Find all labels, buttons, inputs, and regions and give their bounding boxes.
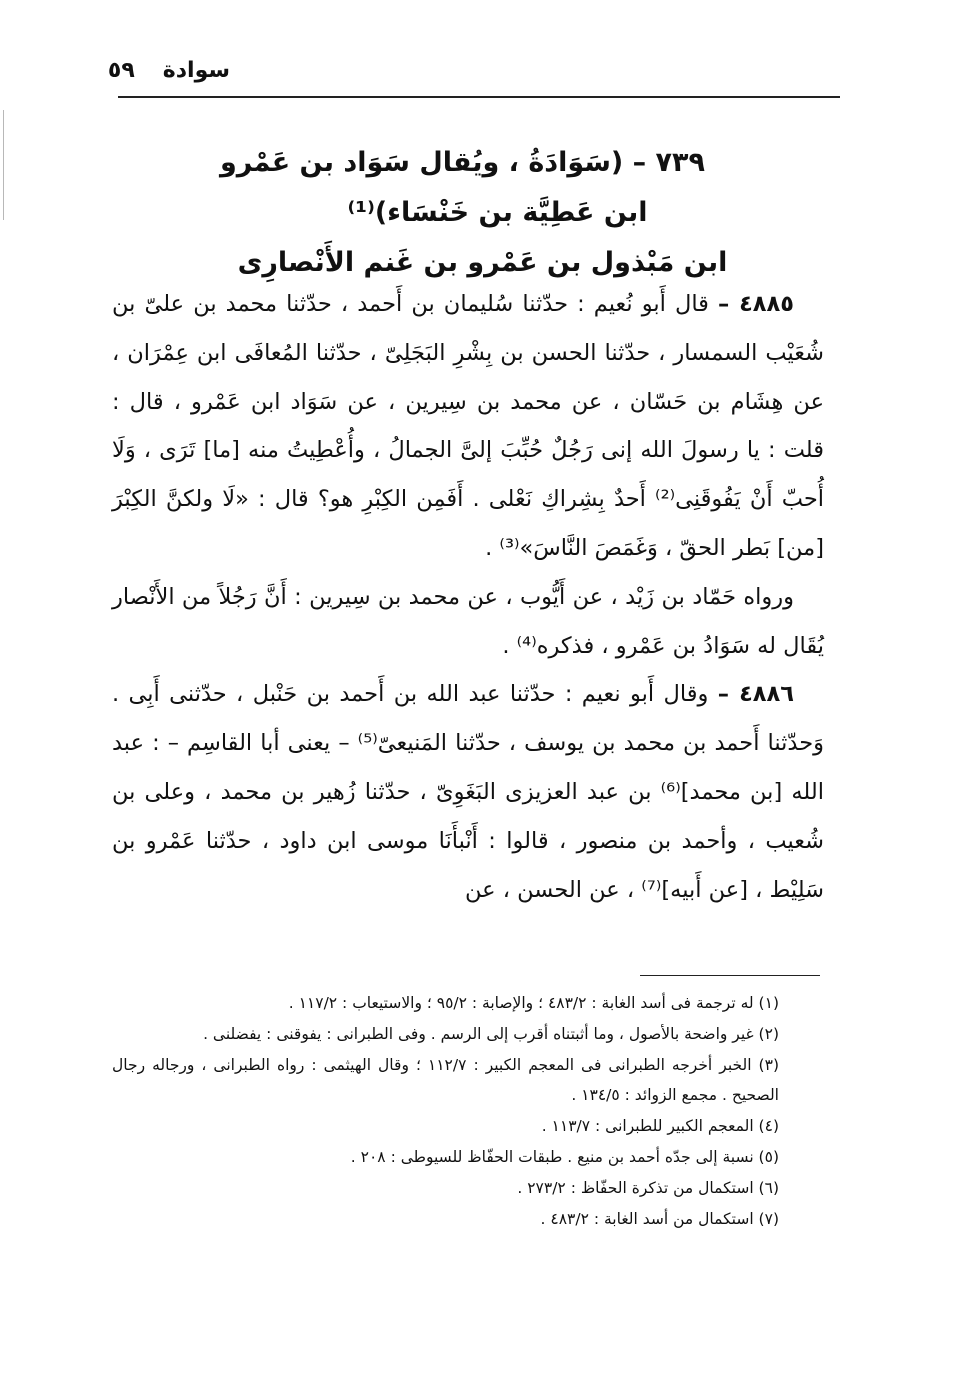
hadith-number: ٤٨٨٥ – bbox=[718, 291, 794, 317]
scan-edge-mark bbox=[3, 110, 4, 220]
hadith-paragraph bbox=[112, 280, 824, 573]
entry-heading-line-2: ابن عَطِيَّة بن خَنْسَاء)⁽¹⁾ bbox=[347, 197, 648, 228]
hadith-continuation-paragraph bbox=[112, 573, 824, 671]
footnote: (٥) نسبة إلى جدّه أحمد بن منيع . طبقات الحفّاظ للسيوطى : ٢٠٨ . bbox=[350, 1147, 779, 1166]
footnotes bbox=[112, 988, 824, 1234]
page-number: ٥٩ bbox=[107, 58, 135, 83]
entry-heading-line-3: ابن مَبْذول بن عَمْرو بن غَنم الأَنْصارِى bbox=[237, 247, 728, 278]
footnote: (٦) استكمال من تذكرة الحفّاظ : ٢٧٣/٢ . bbox=[517, 1178, 779, 1197]
footnote-separator bbox=[640, 975, 820, 976]
hadith-number: ٤٨٨٦ – bbox=[717, 681, 794, 708]
entry-heading bbox=[110, 138, 845, 288]
main-text bbox=[112, 280, 824, 914]
hadith-paragraph bbox=[112, 670, 824, 914]
footnote: (٣) الخبر أخرجه الطبرانى فى المعجم الكبير : ١١٢/٧ ؛ وقال الهيثمى : رواه الطبرانى ، ورجاله رجال الصحيح . مجمع الزوائد : ١٣٤/٥ . bbox=[112, 1055, 779, 1105]
header-rule bbox=[118, 96, 840, 98]
entry-heading-line-1: ٧٣٩ – (سَوَادَةُ ، ويُقال سَوَاد بن عَمْرو bbox=[220, 147, 705, 178]
footnote: (٢) غير واضحة بالأصول ، وما أثبتناه أقرب إلى الرسم . وفى الطبرانى : يفوقنى : يفضلنى . bbox=[203, 1024, 779, 1043]
hadith-text: قال أَبو نُعيم : حدّثنا سُليمان بن أَحمد ، حدّثنا محمد بن علىّ بن شُعَيْب السمسار ، حدّثنا الحسن بن بِشْرِ البَجَلِىّ ، حدّثنا المُعافَى ابن عِمْرَان ، عن هِشَام بن حَسّان ، عن محمد بن سِيرين ، عن سَوَاد ابن عَمْرو ، قال : قلت : يا رسولَ الله إنى رَجُلٌ حُبِّبَ إلىَّ الجمالُ ، وأُعْطِيتُ منه [ما] تَرَى ، وَلَا أُحبّ أَنْ يَفُوقَنِى⁽²⁾ أَحدٌ بِشِراكِ نَعْلى . أَفَمِن الكِبْرِ هو؟ قال : «لَا ولكنَّ الكِبْرَ [من] بَطر الحقّ ، وَغَمَصَ النَّاسَ»⁽³⁾ . bbox=[112, 291, 824, 561]
running-header bbox=[108, 58, 230, 83]
hadith-continuation: ورواه حَمّاد بن زَيْد ، عن أَيُّوب ، عن محمد بن سِيرين : أَنَّ رَجُلاً من الأَنْصار يُقَال له سَوَادُ بن عَمْرو ، فذكره⁽⁴⁾ . bbox=[112, 583, 824, 659]
footnote: (٤) المعجم الكبير للطبرانى : ١١٣/٧ . bbox=[541, 1117, 779, 1136]
running-header-title: سوادة bbox=[162, 58, 230, 83]
hadith-text: وقال أَبو نعيم : حدّثنا عبد الله بن أَحمد بن حَنْبل ، حدّثنى أَبِى . وَحدّثنا أَحمد بن محمد بن يوسف ، حدّثنا المَنيعىّ⁽⁵⁾ – يعنى أبا القاسِم – : عبد الله [بن محمد]⁽⁶⁾ بن عبد العزيزى البَغَوِىّ ، حدّثنا زُهير بن محمد ، وعلى بن شُعيب ، وأحمد بن منصور ، قالوا : أَنْبأَنَا موسى ابن داود ، حدّثنا عَمْرو بن سَلِيْط ، [عن أَبيه]⁽⁷⁾ ، عن الحسن ، عن bbox=[112, 681, 824, 903]
footnote: (١) له ترجمة فى أسد الغابة : ٤٨٣/٢ ؛ والإصابة : ٩٥/٢ ؛ والاستيعاب : ١١٧/٢ . bbox=[288, 994, 779, 1012]
footnote: (٧) استكمال من أسد الغابة : ٤٨٣/٢ . bbox=[540, 1209, 779, 1228]
